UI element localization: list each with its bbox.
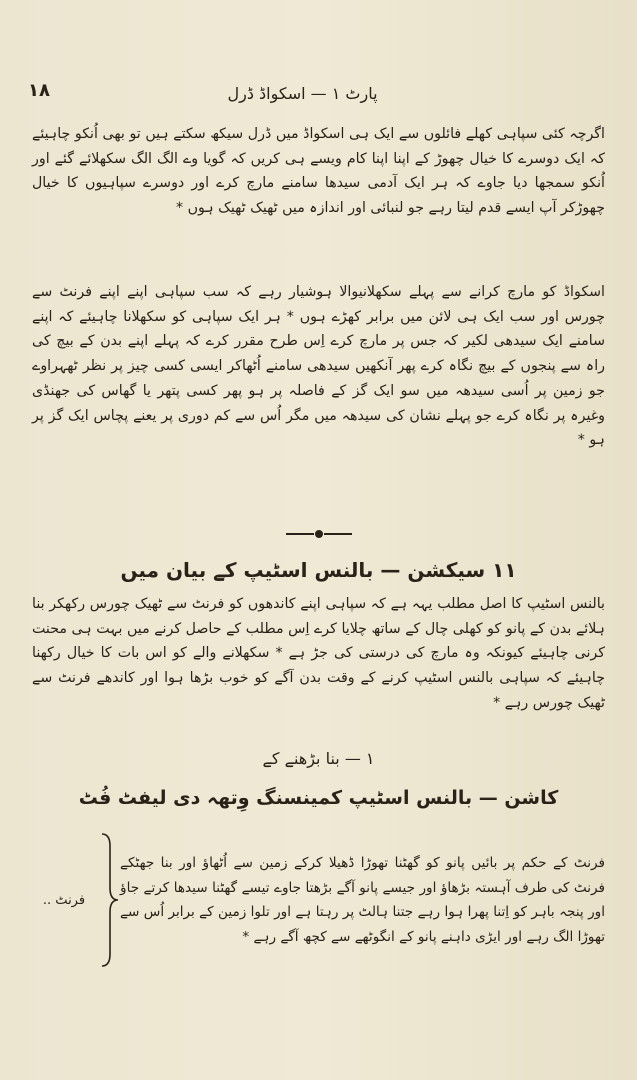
paragraph-marching-line: اسکواڈ کو مارچ کرانے سے پہلے سکھلانیوالا ہوشیار رہے کہ سب سپاہی اپنے اپنے فرنٹ سے چورس اور سب ایک ہی لائن میں برابر کھڑے ہوں * ہر ایک سپاہی کو سکھلانا چاہیئے کہ اپنے سامنے ایک سیدھی لکیر کہ جس پر مارچ کرے اِس طرح مقرر کرے کہ پہلے اپنے بدن کے بیچ کی راہ سے پنجوں کے بیچ نگاہ کرے پھر آنکھیں سیدھی سامنے اُٹھاکر ایسی کسی چیز پر نظر ٹھہراوے جو زمین پر اُسی سیدھہ میں سو ایک گز کے فاصلہ پر ہو پھر کسی پتھر یا گھاس کی جھنڈی وغیرہ پر نگاہ کرے جو پہلے نشان کی سیدھہ میں مگر اُس سے کم دوری پر یعنے پچاس ایک گز پر ہو *: [32, 284, 605, 449]
command-word: فرنٹ ..: [42, 892, 86, 908]
sub-heading: ١ — بنا بڑھنے کے: [262, 749, 375, 768]
drill-caution-heading: کاشن — بالنس اسٹیپ کمینسنگ وِتھہ دی لیفٹ فُٹ: [78, 787, 559, 809]
page-body: [32, 122, 605, 970]
command-description: فرنٹ کے حکم پر بائیں پانو کو گھٹنا تھوڑا ڈھیلا کرکے زمین سے اُٹھاؤ اور بنا جھٹکے فرنٹ کی طرف آہستہ بڑھاؤ اور جیسے پانو آگے بڑھتا جاوے تیسے گھٹنا سیدھا کرتے جاؤ اور پنجہ باہر کو اِتنا پھرا ہوا رہے جتنا ہالٹ پر رہتا ہے اور تلوا زمین کے برابر اُس سے تھوڑا الگ رہے اور ایڑی داہنے پانو کے انگوٹھے سے کچھ آگے رہے *: [120, 855, 605, 945]
paragraph-balance-step: بالنس اسٹیپ کا اصل مطلب یہہ ہے کہ سپاہی اپنے کاندھوں کو فرنٹ سے ٹھیک چورس رکھکر بنا ہلائے بدن کے پانو کو کھلی چال کے ساتھ چلایا کرے اِس مطلب کے حاصل کرنے میں بہت ہی محنت کرنی چاہیئے کیونکہ وہ مارچ کی درستی کی جڑ ہے * سکھلانے والے کو اس بات کا خیال رکھنا چاہیئے کہ سپاہی بالنس اسٹیپ کرنے کے وقت بدن آگے کو خوب بڑھا ہوا اور کاندھے فرنٹ سے ٹھیک چورس رہے *: [32, 596, 605, 711]
command-block: [32, 830, 605, 970]
brace-icon: [96, 830, 120, 970]
paragraph-squad-open-files: اگرچہ کئی سپاہی کھلے فائلوں سے ایک ہی اسکواڈ میں ڈرل سیکھ سکتے ہیں تو بھی اُنکو چاہیئے کہ ایک دوسرے کا خیال چھوڑ کے اپنا اپنا کام ویسے ہی کریں کہ گویا وے الگ الگ سکھلائے گئے اور اُنکو سمجھا دیا جاوے کہ ہر ایک آدمی سیدھا سامنے مارچ کرے اور دوسرے سپاہیوں کا خیال چھوڑکر آپ ایسے قدم لیتا رہے جو لنبائی اور اندازہ میں ٹھیک ٹھیک ہوں *: [32, 126, 605, 217]
running-title: پارٹ ١ — اسکواڈ ڈرل: [227, 84, 378, 103]
section-heading: ١١ سیکشن — بالنس اسٹیپ کے بیان میں: [120, 558, 517, 582]
section-divider: [32, 520, 605, 548]
ornament-icon: [286, 529, 352, 539]
page-number: ١٨: [28, 80, 50, 101]
page-header: [28, 80, 577, 114]
